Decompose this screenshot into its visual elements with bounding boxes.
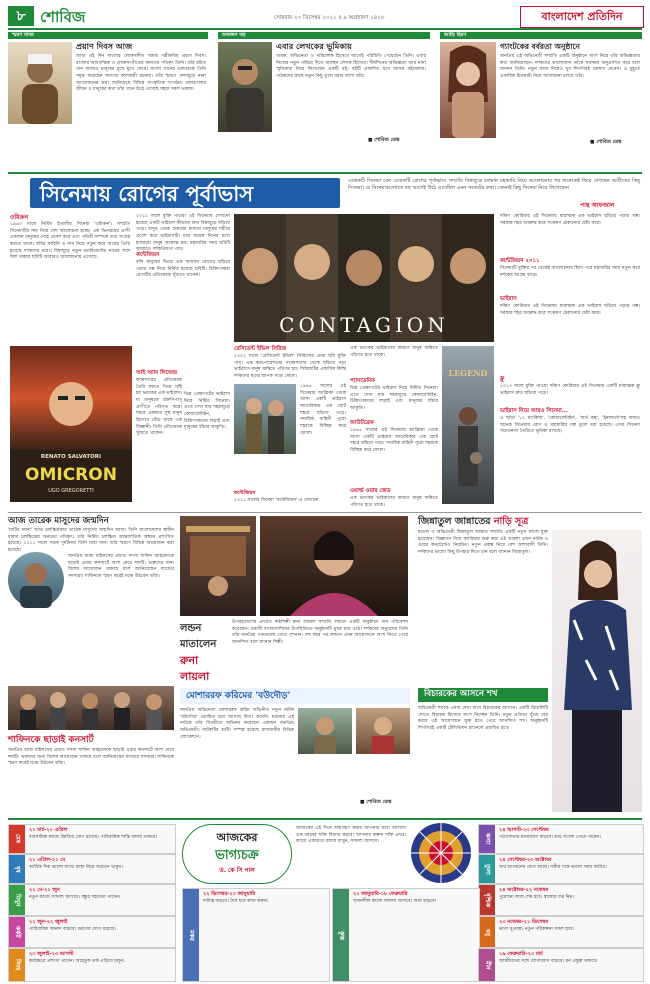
omicron-poster-actor: RENATO SALVATORI xyxy=(40,454,102,460)
horoscope-intro: আজকের এই দিনে জন্মগ্রহণ করায় আপনার মধ্যে আলাদা এক ধরনের শক্তি বিরাজ করবে। আপনার কল্পনা শক্তি প্রখর। কাজে একাগ্রতা বজায় রাখুন, সাফল্য আসবে। xyxy=(296,826,406,845)
resident-body: ২০০২ সালে 'রেসিডেন্ট ইভিল' সিরিজের প্রথম ছবি মুক্তি পায়। এক করপোরেশনের গবেষণাগার থেকে ছড়িয়ে পড়া ভাইরাসে মানুষ জম্বিতে পরিণত হয়। সিরিজটির একাধিক কিস্তি দর্শকদের মাঝে ব্যাপক সাড়া ফেলে। xyxy=(234,354,346,379)
zodiac-sign-dates: ২৪ সেপ্টেম্বর-২৩ অক্টোবর xyxy=(499,857,552,863)
zodiac-sign-name: কন্যা xyxy=(479,825,495,853)
horoscope-title-box xyxy=(182,824,292,884)
newspaper-logo: বাংলাদেশ প্রতিদিন xyxy=(520,6,644,28)
feature-intro: একেকটি সিনেমা যেন একেকটি রোগের পূর্বাভাস। সম্প্রতি বিশ্বজুড়ে চলমান মহামারি নিয়ে আলোচনার পর অনেকেই ফিরে দেখছেন অতীতের কিছু সিনেমা। যে সিনেমাগুলোতে বহু আগেই উঠে এসেছিল এমন সংকটের কথা। তেমনই কিছু সিনেমা নিয়ে লিখেছেন। xyxy=(348,178,640,192)
bichar-title: বিচারকের আসনে শখ xyxy=(424,689,498,699)
zodiac-sign-dates: ২১ মার্চ-২০ এপ্রিল xyxy=(29,827,68,833)
date-line: সোমবার ২৩ ডিসেম্বর ২০২১ ॥ ৯ অগ্রহায়ণ ১৪২৮ xyxy=(274,15,385,21)
zodiac-sign-text: নতুন কাজে সাফল্য আসবে। বন্ধুর সহায়তা পাবেন। xyxy=(29,895,121,900)
section-title: শোবিজ xyxy=(40,8,86,26)
mosharraf-byline: ■ শোবিজ ডেস্ক xyxy=(360,800,392,805)
zodiac-cell-12 xyxy=(478,948,644,982)
zodiac-cell-8 xyxy=(478,884,644,916)
zodiac-cell-10 xyxy=(182,888,330,982)
bichar-body: অভিনেত্রী শখকে এবার দেখা যাবে বিচারকের আসনে। একটি রিয়েলিটি শোতে বিচারক হিসেবে অংশ নিচ্ছেন তিনি। নতুন প্রতিভা খুঁজে বের করার এই আয়োজনে যুক্ত হতে পেরে আনন্দিত শখ। অনুষ্ঠানটি শিগগিরই একটি টেলিভিশন চ্যানেলে প্রচারিত হবে। xyxy=(418,706,548,731)
omicron-poster xyxy=(10,346,132,502)
zodiac-sign-name: সিংহ xyxy=(9,949,25,981)
legend-body: ক্যানসারের প্রতিষেধক তৈরি করতে গিয়ে সৃষ্টি হয় ভয়ংকর এক ভাইরাস। যা মানুষকে রক্তপিপাসু প্রাণীতে পরিণত করে। শহরে একমাত্র সুস্থ মানুষ হিসেবে বেঁচে থাকে এক বিজ্ঞানী। তিনি প্রতিষেধক খুঁজতে থাকেন। xyxy=(136,378,182,437)
col3-title: গ্যাংটকের বর্বরতা অনুষ্ঠানে xyxy=(500,42,580,51)
zodiac-sign-name: তুলা xyxy=(479,855,495,883)
zodiac-sign-dates: ২১ এপ্রিল-২১ মে xyxy=(29,857,66,863)
page-header xyxy=(8,6,642,30)
virus-head: কন্টেজিয়ন ২০১১ xyxy=(500,258,540,264)
flu-head: ফ্লু xyxy=(500,376,505,382)
concert-article xyxy=(8,686,174,814)
col1-title: প্রয়াণ দিবস আজ xyxy=(76,42,133,51)
omicron-poster-title: OMICRON xyxy=(25,465,117,485)
zodiac-cell-11 xyxy=(332,888,480,982)
runa-title-3: রুনা xyxy=(180,654,199,667)
runa-photo-main xyxy=(260,516,408,616)
zodiac-sign-text: পারিবারিক আনন্দ বাড়বে। ভ্রমণের যোগ রয়েছে। xyxy=(29,927,116,932)
mosharraf-body: জনপ্রিয় অভিনেতা মোশাররফ করিম অভিনীত নতুন নাটক 'বউদৌড়' প্রচারিত হবে আসছে ঈদে। কমেডি ঘরানার এই নাটকে তাঁর বিপরীতে অভিনয় করেছেন একজন জনপ্রিয় অভিনেত্রী। নাটকটির শুটিং সম্পন্ন হয়েছে রাজধানীর বিভিন্ন লোকেশনে। xyxy=(180,708,294,740)
col1-tag: স্মরণ বাবর xyxy=(8,32,208,39)
runa-body: উপমহাদেশের প্রখ্যাত কণ্ঠশিল্পী রুনা লায়লা সম্প্রতি লন্ডনে একটি অনুষ্ঠানে গান পরিবেশন করেছেন। প্রবাসী বাংলাদেশিদের উপস্থিতিতে অনুষ্ঠানটি মুখর হয়ে ওঠে। দর্শকদের অনুরোধে তিনি তাঁর জনপ্রিয় গানগুলো গেয়ে শোনান। বহু বছর পর লন্ডনে এমন আয়োজনে অংশ নিতে পেরে আনন্দিত বলে জানান শিল্পী। xyxy=(232,620,408,645)
jinnat-body: মডেল ও অভিনেত্রী জিন্নাতুল জান্নাত সম্প্রতি একটি নতুন কাজে যুক্ত হয়েছেন। বিজ্ঞাপন দিয়ে ক্যারিয়ার শুরু করা এই তারকা এখন নাটক ও ওয়েব কনটেন্টেও নিয়মিত। নতুন প্রকল্প নিয়ে বেশ আশাবাদী তিনি। দর্শকদের ভালো কিছু উপহার দিতে চান বলে জানান জিন্নাতুল। xyxy=(418,530,548,555)
mosharraf-photo-2 xyxy=(356,708,410,754)
col1-body: আজ এই দিন বাংলার লোকসঙ্গীত সাধক পল্লীকবির প্রয়াণ দিবস। বাংলার আধ্যাত্মিক ও লোকসংগীতের অন্যতম পথিকৃৎ তিনি। তাঁর রচিত গান আজও মানুষের মুখে মুখে ফেরে। বাংলা গানের ভান্ডারকে তিনি সমৃদ্ধ করেছেন অসংখ্য কালজয়ী রচনায়। তাঁর স্মরণে দেশজুড়ে নানা আয়োজনের কথা জানিয়েছে বিভিন্ন সাংস্কৃতিক সংগঠন। গ্রামবাংলার জীবন ও মানুষের কথা তাঁর গানে উঠে এসেছে সহজ সরল ভাষায়। xyxy=(76,54,206,93)
caption-text: ২০১১ সালের সিনেমা 'কন্টেজিয়ন'-এ দেখানো xyxy=(234,498,319,503)
zodiac-sign-dates: ২৩ জুলাই-২৩ আগস্ট xyxy=(29,951,74,957)
resident-head: রেসিডেন্ট ইভিল সিরিজ xyxy=(234,346,287,352)
concert-photo xyxy=(8,686,174,730)
resident-photo xyxy=(234,384,296,454)
outbreak-body: ১৯৯৫ সালের এই সিনেমায় আফ্রিকা থেকে আসা একটি ভাইরাস আমেরিকার এক ছোট শহরে ছড়িয়ে পড়ে। সামরিক বাহিনী পুরো শহরকে বিচ্ছিন্ন করে ফেলে। xyxy=(350,428,438,453)
flu-head-a: ভাইরাস xyxy=(500,296,517,302)
feature-author: পান্থ আফজাল xyxy=(580,202,615,209)
zodiac-sign-name: মিথুন xyxy=(9,885,25,915)
runa-title-1: লন্ডন xyxy=(180,623,202,634)
zodiac-wheel xyxy=(410,822,472,884)
zodiac-sign-dates: ১৯ ফেব্রুয়ারি-২০ মার্চ xyxy=(499,951,543,957)
feature-title-box xyxy=(30,178,340,208)
legend-body-2: ভিন্ন প্রেক্ষাপটের ভাইরাস নিয়ে নির্মিত সিনেমা। এতে দেখা যায় শহরজুড়ে কোয়ারেন্টাইন, চিকিৎসকদের লড়াই এবং মানুষের বাঁচার আকুতি। xyxy=(184,392,230,431)
zodiac-sign-dates: ২২ জুন-২২ জুলাই xyxy=(29,919,68,925)
zodiac-cell-9 xyxy=(478,916,644,948)
zodiac-sign-name: বৃশ্চিক xyxy=(479,885,495,915)
zodiac-sign-name: কুম্ভ xyxy=(333,889,349,981)
feature-col2-text: ২০১১ সালে মুক্তি পাওয়া এই সিনেমায় দেখানো হয়েছে একটি ভাইরাস কীভাবে দ্রুত বিশ্বজুড়ে ছড়িয়ে পড়ে। বাদুড় থেকে শুকরের মাধ্যমে মানুষের শরীরে প্রবেশ করে ভাইরাসটি। মাত্র কয়েক দিনের মধ্যে হাজারো মানুষ আক্রান্ত হয়। মহামারির সময় ছবিটি আবারও দর্শকপ্রিয়তা পায়। xyxy=(136,214,230,253)
horoscope-title-1: আজকের xyxy=(216,831,258,844)
horoscope-title-2: ভাগ্যচক্র xyxy=(215,848,259,863)
concert-body: জনপ্রিয় ব্যান্ড মাইলসের প্রয়াত সদস্য শাফিন আহমেদকে ছাড়াই এবার কনসার্টে অংশ নেবে দলটি। ভক্তদের জন্য বিশেষ আয়োজন থাকছে বলে জানিয়েছেন ব্যান্ডের সদস্যরা। শাফিনকে স্মরণ করেই মঞ্চে উঠবেন তাঁরা। xyxy=(8,748,174,767)
zodiac-sign-dates: ২২ ডিসেম্বর-২০ জানুয়ারি xyxy=(203,891,256,897)
flu-body: ২০১৩ সালে মুক্তি পাওয়া দক্ষিণ কোরিয়ার এই সিনেমায় একটি মারাত্মক ফ্লু ভাইরাস দ্রুত ছড়িয়ে পড়ে। xyxy=(500,384,640,396)
birthday-body: 'মাটির ময়না' খ্যাত চলচ্চিত্রকার তারেক মাসুদের জন্মদিন আজ। তিনি বাংলাদেশের স্বাধীন ধারার চলচ্চিত্রের অন্যতম পথিকৃৎ। তাঁর নির্মিত চলচ্চিত্র আন্তর্জাতিক অঙ্গনে প্রশংসিত হয়েছে। ২০১১ সালে সড়ক দুর্ঘটনায় তিনি মারা যান। তাঁর স্মরণে বিভিন্ন আয়োজন করা হয়েছে। xyxy=(8,528,174,553)
zodiac-sign-dates: ২৪ আগস্ট-২৩ সেপ্টেম্বর xyxy=(499,827,549,833)
bichar-title-bar xyxy=(418,688,548,702)
jinnat-title-part2: নাড়ি সূত্র xyxy=(493,516,529,527)
zodiac-sign-text: দায়িত্ব বাড়বে। ধৈর্য ধরে কাজ করুন। xyxy=(203,899,269,904)
col1-portrait xyxy=(8,42,72,124)
mosharraf-title: মোশাররফ করিমের 'বউদৌড়' xyxy=(186,691,291,701)
zodiac-sign-dates: ২৪ অক্টোবর-২২ নভেম্বর xyxy=(499,887,549,893)
top-col-3 xyxy=(440,32,642,150)
horoscope-author: ড. কে সি পাল xyxy=(219,867,255,874)
legend-head: আই অ্যাম লিজেন্ড xyxy=(136,370,178,376)
omicron-head: ওমিক্রন xyxy=(10,214,29,221)
zodiac-sign-name: বৃষ xyxy=(9,855,25,883)
zodiac-cell-4 xyxy=(8,916,176,948)
page-number-badge: ৮ xyxy=(8,6,34,26)
runa-title-2: মাতালেন xyxy=(180,639,217,650)
world-head: ওয়ার্ল্ড ওয়ার জেড xyxy=(350,488,391,494)
contagion-head: কন্টেজিয়ন xyxy=(136,252,160,258)
zodiac-sign-dates: ২৩ নভেম্বর-২১ ডিসেম্বর xyxy=(499,919,549,925)
zodiac-cell-6 xyxy=(478,824,644,854)
zodiac-sign-text: ব্যবসায়িক কাজে উন্নতির যোগ রয়েছে। পারিবারিক শান্তি বজায় থাকবে। xyxy=(29,835,157,840)
col3-portrait xyxy=(440,42,496,138)
col3-tag: আড়ি হিরণ xyxy=(440,32,642,39)
jinnat-title xyxy=(418,516,528,529)
mosharraf-article xyxy=(180,688,410,814)
zodiac-sign-name: ধনু xyxy=(479,917,495,947)
top-col-2 xyxy=(218,32,430,150)
omicron-poster-director: UGO GREGORETTI xyxy=(48,488,94,494)
zodiac-sign-dates: ২২ মে-২১ জুন xyxy=(29,887,60,893)
section-divider xyxy=(8,512,642,513)
flu-body-a: দক্ষিণ কোরিয়ার এই সিনেমায় মারাত্মক এক ভাইরাস ছড়িয়ে পড়ার গল্প। সরকার শহর অবরুদ্ধ করে সংক্রমণ ঠেকানোর চেষ্টা করে। xyxy=(500,304,640,316)
col2-portrait xyxy=(218,42,272,132)
zodiac-sign-text: সৃজনশীল কাজে সাফল্য আসবে। আয় বাড়বে। xyxy=(353,899,437,904)
zodiac-sign-text: পড়াশোনায় মনোযোগ বাড়বে। শুভ সংবাদ পেতে পারেন। xyxy=(499,835,601,840)
outbreak-head: আউটব্রেক xyxy=(350,420,374,426)
contagion-body: বন্দি মানুষের ভিড়ে এক অজানা রোগের ছড়িয়ে পড়ার গল্প নিয়ে নির্মিত হয়েছে ছবিটি। চিকিৎসকরা রোগটির প্রতিষেধক খুঁজতে থাকেন। xyxy=(136,260,230,279)
zodiac-cell-2 xyxy=(8,854,176,884)
birthday-title: আজ তারেক মাসুদের জন্মদিন xyxy=(8,516,109,526)
col3-body: জনপ্রিয় এই অভিনেত্রী সম্প্রতি একটি অনুষ্ঠানে অংশ নিয়ে তাঁর অভিজ্ঞতার কথা জানিয়েছেন। দর্শকদের ভালোবাসা তাঁকে সবসময় অনুপ্রাণিত করে বলে জানান তিনি। নতুন কাজ নিয়েও খুব শিগগিরই ঘোষণা দেবেন। এ মুহূর্তে একাধিক চিত্রনাট্য নিয়ে আলোচনা চলছে তাঁর। xyxy=(500,54,640,79)
top-strip xyxy=(8,32,642,150)
caption-label: কন্টেজিয়ন xyxy=(234,490,256,496)
zodiac-cell-7 xyxy=(478,854,644,884)
virus-body: সিনেমাটি মুক্তির পর থেকেই আলোচনায় ছিল। পরে মহামারির সময় নতুন করে দর্শকের আগ্রহ বাড়ে। xyxy=(500,266,640,278)
contagion-poster-title: CONTAGION xyxy=(279,313,449,337)
more-head: ভাইরাস নিয়ে আরও সিনেমা... xyxy=(500,408,568,414)
col3-byline: ■ শোবিজ ডেস্ক xyxy=(590,140,622,145)
zodiac-cell-5 xyxy=(8,948,176,982)
col2-byline: ■ শোবিজ ডেস্ক xyxy=(368,138,400,143)
panamik-intro: এক ভয়ংকর ভাইরাসের কারণে মানুষ জম্বিতে পরিণত হতে থাকে। xyxy=(350,346,438,358)
zodiac-sign-text: কর্মক্ষেত্রে প্রশংসা পাবেন। অহেতুক তর্ক এড়িয়ে চলুন। xyxy=(29,959,125,964)
world-body: এক ভয়ংকর ভাইরাসের কারণে মানুষ জম্বিতে পরিণত হতে থাকে। xyxy=(350,496,438,508)
legend-poster-title: LEGEND xyxy=(448,368,488,378)
runa-title-4: লায়লা xyxy=(180,670,210,683)
jinnat-article xyxy=(418,516,642,812)
col2-title: এবার লেখকের ভূমিকায় xyxy=(276,42,352,51)
horoscope-section xyxy=(8,818,642,982)
omicron-body: ১৯৬৩ সালে নির্মিত ইতালীয় সিনেমা 'ওমিক্রন'। সম্প্রতি সিনেমাটির নাম নিয়ে বেশ আলোচনা হচ্ছে। এক ভিনগ্রহের প্রাণী একজন মানুষের দেহে প্রবেশ করে এবং পৃথিবী সম্পর্কে তথ্য সংগ্রহ করতে থাকে। ছবির কাহিনি ও নাম নিয়ে নতুন করে আগ্রহ তৈরি হয়েছে দর্শকদের মধ্যে। বিশ্বজুড়ে নতুন ভ্যারিয়েন্টের নামের সঙ্গে মিল থাকায় ছবিটি আবারও আলোচনায় এসেছে। xyxy=(10,222,130,261)
zodiac-sign-name: কর্কট xyxy=(9,917,25,947)
birthday-article xyxy=(8,516,174,684)
top-col-1 xyxy=(8,32,208,150)
zodiac-cell-1 xyxy=(8,824,176,854)
contagion-poster xyxy=(234,214,494,342)
runa-article xyxy=(180,516,410,686)
runa-photo-left xyxy=(180,516,256,616)
birthday-body-2: জনপ্রিয় ব্যান্ড মাইলসের প্রয়াত সদস্য শাফিন আহমেদকে ছাড়াই এবার কনসার্টে অংশ নেবে দলটি। ভক্তদের জন্য বিশেষ আয়োজন থাকছে বলে জানিয়েছেন ব্যান্ডের সদস্যরা। শাফিনকে স্মরণ করেই মঞ্চে উঠবেন তাঁরা। xyxy=(68,554,174,579)
col2-tag: শুভজন বড় xyxy=(218,32,430,39)
jinnat-title-part1: জিন্নাতুল জান্নাতের xyxy=(418,516,494,527)
zodiac-sign-text: অর্থ আগমনের যোগ আছে। সঙ্গীর সঙ্গে ভালো সময় কাটবে। xyxy=(499,865,607,870)
zodiac-sign-text: আত্মীয়দের সঙ্গে যোগাযোগ বাড়বে। মন প্রফুল্ল থাকবে। xyxy=(499,959,598,964)
zodiac-cell-3 xyxy=(8,884,176,916)
right-col-intro: দক্ষিণ কোরিয়ার এই সিনেমায় মারাত্মক এক ভাইরাস ছড়িয়ে পড়ার গল্প। সরকার শহর অবরুদ্ধ করে সংক্রমণ ঠেকানোর চেষ্টা করে। xyxy=(500,214,640,226)
zodiac-sign-name: মকর xyxy=(183,889,199,981)
zodiac-sign-name: মীন xyxy=(479,949,495,981)
legend-poster xyxy=(442,346,494,504)
jinnat-photo xyxy=(552,530,642,812)
feature-title: সিনেমায় রোগের পূর্বাভাস xyxy=(40,182,254,206)
outbreak-text: ভিন্ন প্রেক্ষাপটের ভাইরাস নিয়ে নির্মিত সিনেমা। এতে দেখা যায় শহরজুড়ে কোয়ারেন্টাইন, চিকিৎসকদের লড়াই এবং মানুষের বাঁচার আকুতি। xyxy=(350,386,438,411)
zodiac-sign-text: পুরোনো কাজ শেষ হবে। স্বাস্থ্যের যত্ন নিন। xyxy=(499,895,575,900)
mosharraf-photo-1 xyxy=(298,708,352,754)
birthday-photo xyxy=(8,552,64,608)
more-body: এ ছাড়া '১২ মাংকিজ', 'কোয়ারেন্টাইন', 'বার্ড বক্স', 'ইনফার্নো'সহ আরও অনেক সিনেমায় রোগ ও মহামারির গল্প তুলে ধরা হয়েছে। এসব সিনেমা সচেতনতা তৈরিতে ভূমিকা রাখছে। xyxy=(500,416,640,435)
zodiac-sign-dates: ২১ জানুয়ারি-১৮ ফেব্রুয়ারি xyxy=(353,891,408,897)
concert-title: শাফিনকে ছাড়াই কনসার্ট xyxy=(8,735,94,745)
zodiac-sign-text: আর্থিক দিক ভালো যাবে। স্বাস্থ্য নিয়ে সচেতন থাকুন। xyxy=(29,865,123,870)
panamik-head: প্যানডেমিক xyxy=(350,378,375,384)
col2-body: গায়ক, অভিনেতা ও পরিচালক হিসেবে আগেই পরিচিতি পেয়েছেন তিনি। এবার নিজের নতুন পরিচয় দিতে যাচ্ছেন লেখক হিসেবে। দীর্ঘদিনের অভিজ্ঞতা আর নানা স্মৃতিকথা নিয়ে লিখেছেন একটি বই। বইটি প্রকাশিত হবে আসন্ন বইমেলায়। পাঠকদের কাছে নতুন কিছু তুলে ধরার আশা তাঁর। xyxy=(276,54,426,79)
resident-side: ১৯৯৫ সালের এই সিনেমায় আফ্রিকা থেকে আসা একটি ভাইরাস আমেরিকার এক ছোট শহরে ছড়িয়ে পড়ে। সামরিক বাহিনী পুরো শহরকে বিচ্ছিন্ন করে ফেলে। xyxy=(300,384,346,436)
zodiac-sign-name: মেষ xyxy=(9,825,25,853)
feature-banner xyxy=(8,172,642,212)
mosharraf-title-bar xyxy=(180,688,410,704)
zodiac-sign-text: ভাগ্য সুপ্রসন্ন। নতুন পরিকল্পনা সফল হবে। xyxy=(499,927,574,932)
